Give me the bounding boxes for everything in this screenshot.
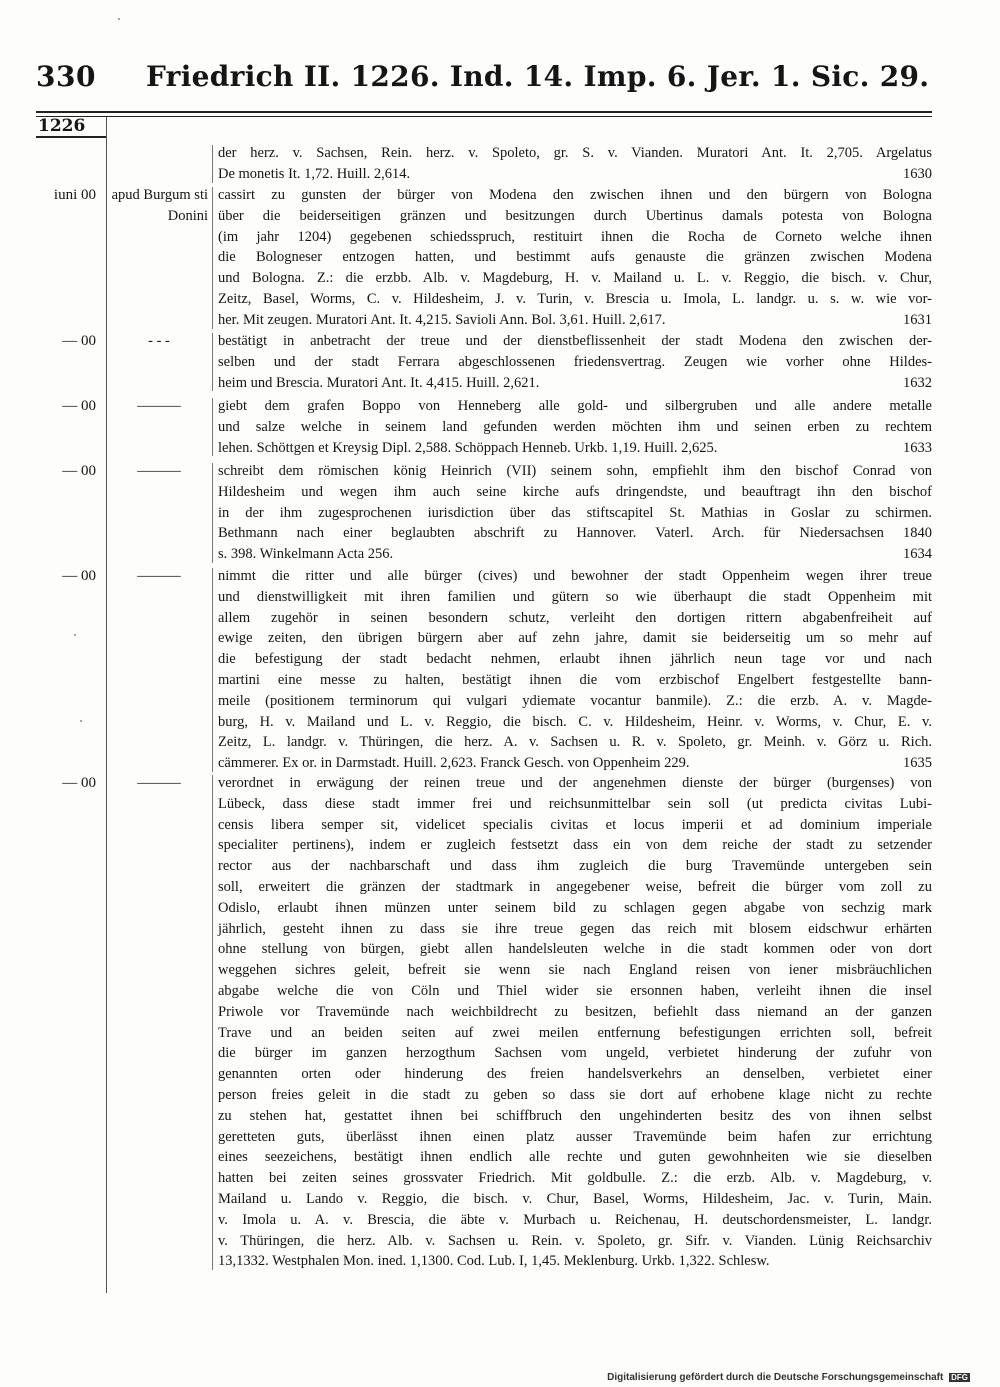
text-line — [218, 1127, 932, 1148]
register-number: 1631 — [903, 311, 932, 328]
entry-bracket — [212, 463, 213, 563]
entry-text — [218, 566, 932, 774]
line-text: cämmerer. Ex or. in Darmstadt. Huill. 2,623. Franck Gesch. von Oppenheim 229. — [218, 755, 690, 772]
line-text: ohne stellung von bürgen, giebt allen handelsleuten welche in die stadt kommen oder von dort — [218, 941, 932, 958]
line-text: selben und der stadt Ferrara abgeschlossenen friedensvertrag. Zeugen wie vorher ohne Hildes- — [218, 353, 932, 370]
line-text: ewige zeiten, den übrigen bürgern aber auf zehn jahre, damit sie beiderseitig um so mehr auf — [218, 630, 932, 647]
line-text: genannten orten oder hinderung des freien handelsverkehrs an denselben, verbietet einer — [218, 1066, 932, 1083]
line-text: Odislo, erlaubt ihnen münzen unter seinem bild zu schlagen gegen abgabe von sechzig mark — [218, 899, 932, 916]
line-text: cassirt zu gunsten der bürger von Modena den zwischen ihnen und den bürgern von Bologna — [218, 187, 932, 203]
text-line — [218, 227, 932, 248]
entry-place: ——— — [137, 463, 181, 479]
register-number: 1633 — [903, 439, 932, 456]
entry-text — [218, 461, 932, 565]
text-line — [218, 1189, 932, 1210]
text-line — [218, 1085, 932, 1106]
line-text: hatten bei zeiten seines grossvater Friedrich. Mit goldbulle. Z.: die erzb. Alb. v. Magdeburg, v. — [218, 1170, 932, 1187]
text-line — [218, 1251, 932, 1272]
text-line — [218, 1168, 932, 1189]
text-line — [218, 753, 932, 774]
entry-text — [218, 773, 932, 1272]
entry-date: — 00 — [62, 568, 96, 584]
text-line — [218, 1043, 932, 1064]
line-text: weggehen sichres geleit, befreit sie wenn sie nach England reisen von iener misbräuchlichen — [218, 962, 932, 979]
text-line — [218, 835, 932, 856]
line-text: Zeitz, Basel, Worms, C. v. Hildesheim, J. v. Turin, v. Brescia u. Imola, L. landgr. u. s. w. wie vor- — [218, 290, 932, 307]
footer-text: Digitalisierung gefördert durch die Deutsche Forschungsgemeinschaft — [607, 1372, 944, 1383]
line-text: Lübeck, dass diese stadt immer frei und reichsunmittelbar sein soll (ut predicta civitas Lubi- — [218, 795, 932, 812]
text-line — [218, 1106, 932, 1127]
text-line — [218, 143, 932, 164]
line-text: soll, erweitert die gränzen der stadtmark in angegebener weise, befreit die bürger vom zoll zu — [218, 878, 932, 895]
line-text: und salze welche in seinem land gefunden werden möchten ihm und seinen erben zu rechtem — [218, 418, 932, 435]
line-text: censis libera semper sit, videlicet specialis civitas et locus imperii et ad dominium imperiale — [218, 816, 932, 833]
line-text: 13,1332. Westphalen Mon. ined. 1,1300. Cod. Lub. I, 1,45. Meklenburg. Urkb. 1,322. Schlesw. — [218, 1253, 770, 1270]
entry-date: — 00 — [62, 463, 96, 479]
scan-speck — [118, 18, 120, 20]
entry-bracket — [212, 333, 213, 391]
page-number: 330 — [36, 60, 96, 93]
line-text: in der ihm zugesprochenen iurisdiction über das stiftscapitel St. Mathias in Goslar zu schirmen. — [218, 504, 932, 521]
text-line — [218, 164, 932, 185]
line-text: v. Thüringen, die herz. Alb. v. Sachsen u. Rein. v. Spoleto, gr. Sifr. v. Vianden. Lünig Reichsarchiv — [218, 1232, 932, 1249]
text-line — [218, 856, 932, 877]
line-text: die bürger im ganzen herzogthum Sachsen vom ungeld, verbietet hinderung der zufuhr von — [218, 1045, 932, 1062]
text-line — [218, 608, 932, 629]
text-line — [218, 396, 932, 417]
text-line — [218, 649, 932, 670]
line-text: schreibt dem römischen könig Heinrich (VII) seinem sohn, empfiehlt ihm den bischof Conrad von — [218, 463, 932, 479]
line-text: jährlich, gesteht ihnen zu dass sie ihre treue gegen das reich mit blosem eidschwur erhärten — [218, 920, 932, 937]
entry-bracket — [212, 145, 213, 183]
register-number: 1634 — [903, 546, 932, 563]
line-text: bestätigt in anbetracht der treue und der dienstbeflissenheit der stadt Modena den zwischen der- — [218, 333, 932, 349]
text-line — [218, 1147, 932, 1168]
line-text: der herz. v. Sachsen, Rein. herz. v. Spoleto, gr. S. v. Vianden. Muratori Ant. It. 2,705. Argelatus — [218, 145, 932, 161]
entry-date: — 00 — [62, 333, 96, 349]
text-line — [218, 1023, 932, 1044]
entry-text — [218, 396, 932, 458]
line-text: person freies geleit in die stadt zu geben so dass sie dort auf erhobene klage nicht zu rechte — [218, 1086, 932, 1103]
line-text: burg, H. v. Mailand und L. v. Reggio, die bisch. C. v. Hildesheim, Heinr. v. Worms, v. Chur, E. v. — [218, 713, 932, 730]
text-line — [218, 566, 932, 587]
line-text: nimmt die ritter und alle bürger (cives) und bewohner der stadt Oppenheim wegen ihrer treue — [218, 568, 932, 584]
year-underline — [36, 136, 106, 138]
line-text: Mailand u. Lando v. Reggio, die bisch. v. Chur, Basel, Worms, Hildesheim, Jac. v. Turin, Main. — [218, 1190, 932, 1207]
text-line — [218, 712, 932, 733]
line-text: (im jahr 1204) gegebenen schiedsspruch, restituirt ihnen die Rocha de Corneto welche ihnen — [218, 228, 932, 245]
text-line — [218, 981, 932, 1002]
entry-bracket — [212, 187, 213, 329]
text-line — [218, 960, 932, 981]
text-line — [218, 691, 932, 712]
entry-text — [218, 185, 932, 331]
line-text: und dienstwilligkeit mit ihren familien und gütern so wie überhaupt die stadt Oppenheim mit — [218, 588, 932, 605]
line-text: s. 398. Winkelmann Acta 256. — [218, 546, 394, 563]
entry-place: ——— — [137, 568, 181, 584]
line-text: giebt dem grafen Boppo von Henneberg alle gold- und silbergruben und alle andere metalle — [218, 398, 932, 414]
running-title: Friedrich II. 1226. Ind. 14. Imp. 6. Jer. 1. Sic. 29. — [146, 60, 930, 93]
text-line — [218, 544, 932, 565]
text-line — [218, 461, 932, 482]
text-line — [218, 417, 932, 438]
text-line — [218, 206, 932, 227]
register-number: 1632 — [903, 374, 932, 391]
line-text: eines seezeichens, bestätigt ihnen endlich alle rechte und guten gewohnheiten wie sie dieselben — [218, 1149, 932, 1166]
line-text: Bethmann nach einer beglaubten abschrift zu Hannover. Vaterl. Arch. für Niedersachsen 1840 — [218, 525, 932, 542]
line-text: Priwole vor Travemünde nach weichbildrecht zu besitzen, befiehlt dass niemand an der ganzen — [218, 1003, 932, 1020]
line-text: meile (positionem terminorum qui vulgari ydiemate vocantur banmile). Z.: die erzb. A. v. Magde- — [218, 692, 932, 709]
line-text: heim und Brescia. Muratori Ant. It. 4,415. Huill. 2,621. — [218, 374, 540, 391]
entry-place: apud Burgum sti Donini — [111, 187, 208, 224]
entry-date: iuni 00 — [53, 187, 96, 203]
text-line — [218, 732, 932, 753]
entry-bracket — [212, 398, 213, 456]
text-line — [218, 1231, 932, 1252]
text-line — [218, 919, 932, 940]
line-text: De monetis It. 1,72. Huill. 2,614. — [218, 165, 411, 182]
line-text: die befestigung der stadt bedacht nehmen, erlaubt ihnen jährlich neun tage vor und nach — [218, 651, 932, 668]
line-text: die Bologneser entzogen hatten, und bestimmt aufs genauste die gränzen zwischen Modena — [218, 249, 932, 266]
text-line — [218, 373, 932, 394]
margin-column-rule — [106, 117, 107, 1293]
text-line — [218, 773, 932, 794]
text-line — [218, 185, 932, 206]
scan-speck — [74, 634, 76, 636]
text-line — [218, 503, 932, 524]
line-text: v. Imola u. A. v. Brescia, die äbte v. Murbach u. Reichenau, H. deutschordensmeister, L. landgr. — [218, 1211, 932, 1228]
entry-place: ——— — [137, 775, 181, 791]
text-line — [218, 794, 932, 815]
line-text: über die beiderseitigen gränzen und besitzungen durch Ubertinus damals potesta von Bologna — [218, 207, 932, 224]
text-line — [218, 331, 932, 352]
scan-speck — [80, 720, 82, 722]
line-text: martini eine messe zu halten, bestätigt ihnen die vom erzbischof Engelbert festgestellte bann- — [218, 671, 932, 688]
line-text: specialiter pertinens), indem er zugleich festsetzt dass ein von dem reiche der stadt zu setzender — [218, 837, 932, 854]
dfg-logo: DFG — [951, 1373, 968, 1382]
text-line — [218, 1002, 932, 1023]
line-text: und Bologna. Z.: die erzbb. Alb. v. Magdeburg, H. v. Mailand u. L. v. Reggio, die bisch. v. Chur, — [218, 270, 932, 287]
text-line — [218, 628, 932, 649]
entry-date: — 00 — [62, 398, 96, 414]
register-number: 1630 — [903, 165, 932, 182]
line-text: lehen. Schöttgen et Kreysig Dipl. 2,588. Schöppach Henneb. Urkb. 1,19. Huill. 2,625. — [218, 439, 718, 456]
line-text: her. Mit zeugen. Muratori Ant. It. 4,215. Savioli Ann. Bol. 3,61. Huill. 2,617. — [218, 311, 666, 328]
text-line — [218, 1210, 932, 1231]
line-text: abgabe welche die von Cöln und Thiel wider sie ersonnen haben, verleiht ihnen die insel — [218, 982, 932, 999]
text-line — [218, 523, 932, 544]
text-line — [218, 310, 932, 331]
entry-text — [218, 143, 932, 185]
text-line — [218, 438, 932, 459]
text-line — [218, 1064, 932, 1085]
text-line — [218, 898, 932, 919]
line-text: Hildesheim und wegen ihm auch seine kirche aufs dringendste, und beauftragt ihn den bischof — [218, 483, 932, 500]
line-text: Zeitz, L. landgr. v. Thüringen, die herz. A. v. Sachsen u. R. v. Spoleto, gr. Meinh. v. Görz u. Rich. — [218, 734, 932, 751]
entry-bracket — [212, 775, 213, 1270]
line-text: verordnet in erwägung der reinen treue und der angenehmen dienste der bürger (burgenses) von — [218, 775, 932, 791]
header-rule-thin — [36, 116, 932, 117]
text-line — [218, 268, 932, 289]
line-text: zu stehen hat, gestattet ihnen bei schiffbruch den ungehinderten besitz des von ihnen selbst — [218, 1107, 932, 1124]
text-line — [218, 939, 932, 960]
entry-place: - - - — [148, 333, 170, 349]
line-text: geretteten guts, überlässt ihnen einen platz ausser Travemünde beim hafen zur errichtung — [218, 1128, 932, 1145]
line-text: Trave und an beiden seiten auf zwei meilen entfernung befestigungen errichten soll, befreit — [218, 1024, 932, 1041]
entry-text — [218, 331, 932, 393]
entry-date: — 00 — [62, 775, 96, 791]
year-label: 1226 — [38, 116, 86, 136]
header-rule — [36, 111, 932, 113]
text-line — [218, 877, 932, 898]
entry-place: ——— — [137, 398, 181, 414]
text-line — [218, 670, 932, 691]
text-line — [218, 352, 932, 373]
text-line — [218, 815, 932, 836]
text-line — [218, 289, 932, 310]
text-line — [218, 482, 932, 503]
text-line — [218, 247, 932, 268]
entry-bracket — [212, 568, 213, 772]
text-line — [218, 587, 932, 608]
register-number: 1635 — [903, 755, 932, 772]
line-text: allem zugehör in seinen besondern schutz, verleiht den dortigen rittern abgabenfreiheit auf — [218, 609, 932, 626]
footer-credit — [607, 1372, 970, 1383]
line-text: rector aus der nachbarschaft und dass ihm zugleich die burg Travemünde untergeben sein — [218, 858, 932, 875]
